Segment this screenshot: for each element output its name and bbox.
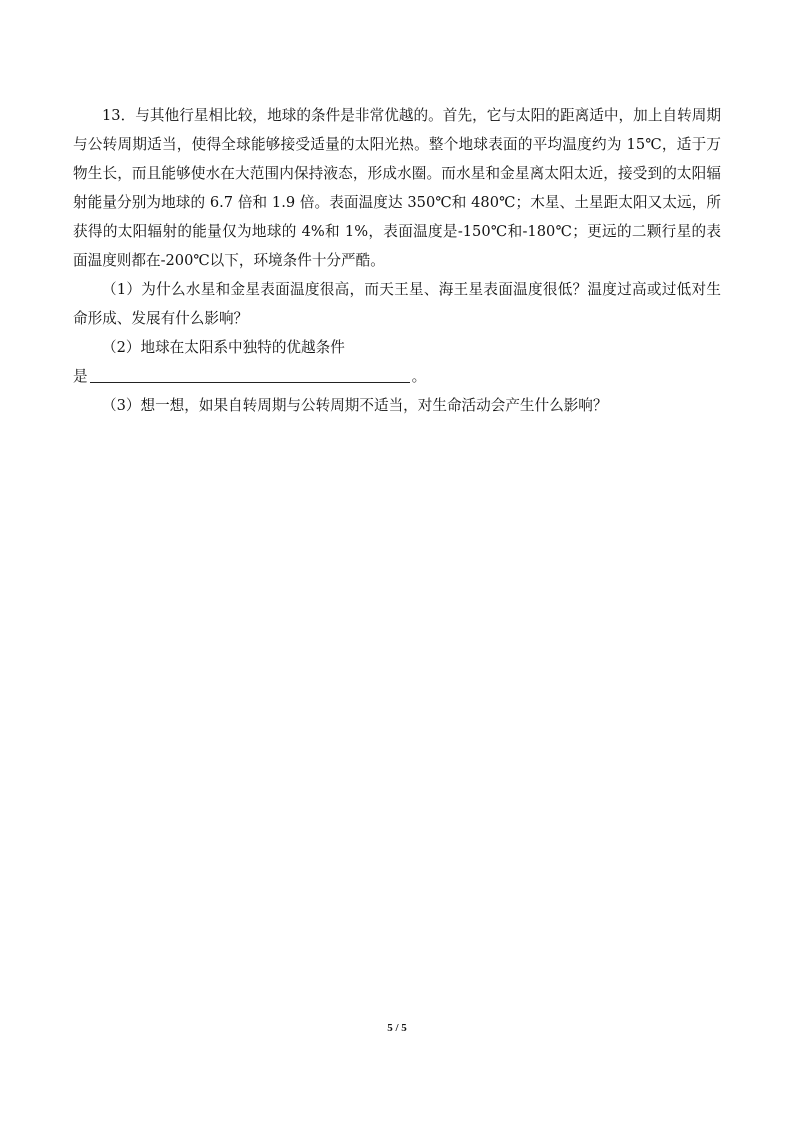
page-number: 5 / 5 [387, 1022, 407, 1034]
sub-question-2-end: 。 [411, 368, 427, 385]
sub-question-2 [73, 333, 721, 362]
sub-question-2-prefix: （2）地球在太阳系中独特的优越条件 [102, 339, 345, 356]
question-main-paragraph: 13．与其他行星相比较，地球的条件是非常优越的。首先，它与太阳的距离适中，加上自转周期与公转周期适当，使得全球能够接受适量的太阳光热。整个地球表面的平均温度约为 15℃，适于万物生长，而且能够使水在大范围内保持液态，形成水圈。而水星和金星离太阳太近，接受到的太阳辐射能量分别为地球的 6.7 倍和 1.9 倍。表面温度达 350℃和 480℃；木星、土星距太阳又太远，所获得的太阳辐射的能量仅为地球的 4%和 1%，表面温度是-150℃和-180℃；更远的二颗行星的表面温度则都在-200℃以下，环境条件十分严酷。 [73, 107, 721, 269]
sub-question-2-line-start: 是 [73, 368, 88, 385]
question-13 [73, 101, 721, 420]
sub-question-2-answer-line [73, 362, 721, 391]
answer-blank[interactable] [90, 364, 410, 383]
sub-question-1: （1）为什么水星和金星表面温度很高，而天王星、海王星表面温度很低？温度过高或过低对生命形成、发展有什么影响？ [73, 281, 721, 327]
sub-question-3: （3）想一想，如果自转周期与公转周期不适当，对生命活动会产生什么影响？ [102, 397, 608, 414]
